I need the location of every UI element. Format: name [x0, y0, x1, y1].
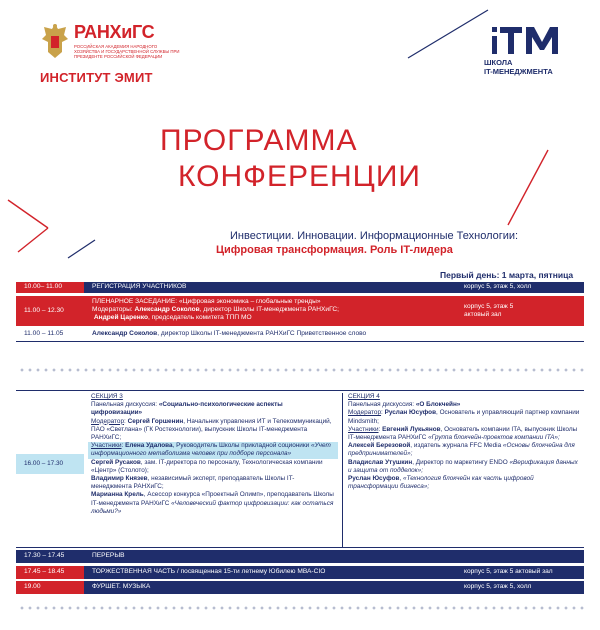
ranepa-logo — [40, 22, 180, 72]
ranepa-subtitle: РОССИЙСКАЯ АКАДЕМИЯ НАРОДНОГО ХОЗЯЙСТВА И ГОСУДАРСТВЕННОЙ СЛУЖБЫ ПРИ ПРЕЗИДЕНТЕ РОССИЙСКОЙ ФЕДЕРАЦИИ — [74, 44, 180, 60]
sections-time: 16.00 – 17.30 — [16, 454, 84, 474]
ranepa-name: РАНХиГС — [74, 22, 155, 42]
row-location: корпус 5, этаж 5 актовый зал — [464, 568, 553, 576]
dotted-separator — [18, 368, 584, 372]
itm-logo — [488, 22, 568, 56]
itm-school-name: ШКОЛА IT-МЕНЕДЖМЕНТА — [484, 58, 553, 76]
row-time: 11.00 – 12.30 — [24, 306, 64, 314]
sections-block — [16, 390, 584, 548]
row-description: ТОРЖЕСТВЕННАЯ ЧАСТЬ / посвященная 15-ти летнему Юбилею МВА-СIO — [92, 568, 326, 576]
section-title: СЕКЦИЯ 3 — [91, 393, 123, 400]
row-time: 11.00 – 11.05 — [24, 329, 64, 337]
schedule-row-registration — [16, 282, 584, 293]
row-location: корпус 5, этаж 5, холл — [464, 583, 532, 591]
row-time: 17.30 – 17.45 — [24, 552, 65, 560]
row-location: корпус 5, этаж 5 актовый зал — [464, 302, 514, 318]
schedule-row-break — [16, 550, 584, 563]
schedule-row-plenary — [16, 296, 584, 326]
section-3: СЕКЦИЯ 3 Панельная дискуссия: «Социально-психологические аспекты цифровизации» Модератор: Сергей Горшенин, Начальник управления ИТ и Телекоммуникаций, ПАО «Светлана» (ГК Ростехнологии), выпускник Школы IT-менеджмента РАНХиГС; Участники: Елена Удалова, Руководитель Школы прикладной соционики «Учет информационного метаболизма человек при подборе персонала» Сергей Русаков, зам. IT-директора по персоналу, Технологическая компании «Центр» (Столото); Владимир Князев, независимый эксперт, преподаватель Школы IT-менеджмента РАНХиГС; Марианна Крель, Асессор конкурса «Проектный Олимп», преподаватель Школы IT-менеджмента РАНХиГС «Человеческий фактор цифровизации: как остаться людьми?» — [88, 393, 338, 516]
row-description: РЕГИСТРАЦИЯ УЧАСТНИКОВ — [92, 283, 187, 291]
dotted-separator — [18, 606, 584, 610]
row-time: 10.00– 11.00 — [16, 282, 84, 293]
section-title: СЕКЦИЯ 4 — [348, 393, 380, 400]
section-4: СЕКЦИЯ 4 Панельная дискуссия: «О Блокчейн» Модератор: Руслан Юсуфов, Основатель и управляющий партнер компании Mindsmith; Участники: Евгений Лукьянов, Основатель компании ITA, выпускник Школы IT-менеджмента РАНХиГС «Группа блокчейн-проектов компании ITA»; Алексей Березовой, издатель журнала FFC Media «Основы блокчейна для предпринимателей»; Владислав Утушкин, Директор по маркетингу ENDO «Верификация данных и защита от подделок»; Руслан Юсуфов, «Технология блокчейн как часть цифровой трансформации бизнеса»; — [342, 393, 584, 547]
row-description: Александр Соколов, директор Школы IT-менеджмента РАНХиГС Приветственное слово — [92, 329, 367, 337]
row-description: ФУРШЕТ. МУЗЫКА — [92, 583, 151, 591]
page-title-line1: ПРОГРАММА — [160, 124, 358, 157]
row-time: 19.00 — [16, 581, 84, 594]
conference-subtheme: Цифровая трансформация. Роль IT-лидера — [216, 244, 453, 256]
schedule-row-buffet — [16, 581, 584, 594]
row-time: 17.45 – 18.45 — [16, 566, 84, 579]
conference-theme: Инвестиции. Инновации. Информационные Технологии: — [230, 230, 519, 242]
row-location: корпус 5, этаж 5, холл — [464, 283, 532, 291]
schedule-row-welcome — [16, 328, 584, 340]
day-heading: Первый день: 1 марта, пятница — [440, 270, 574, 280]
page-title-line2: КОНФЕРЕНЦИИ — [178, 160, 421, 193]
divider — [16, 341, 584, 342]
row-description: ПЕРЕРЫВ — [92, 552, 125, 560]
schedule-row-ceremony — [16, 566, 584, 579]
institute-name: ИНСТИТУТ ЭМИТ — [40, 70, 153, 85]
row-description: ПЛЕНАРНОЕ ЗАСЕДАНИЕ: «Цифровая экономика – глобальные тренды» Модераторы: Александр Соколов, директор Школы IT-менеджмента РАНХиГС; Андрей Царенко, председатель комитета ТПП МО — [92, 298, 339, 322]
eagle-emblem-icon — [40, 22, 70, 60]
